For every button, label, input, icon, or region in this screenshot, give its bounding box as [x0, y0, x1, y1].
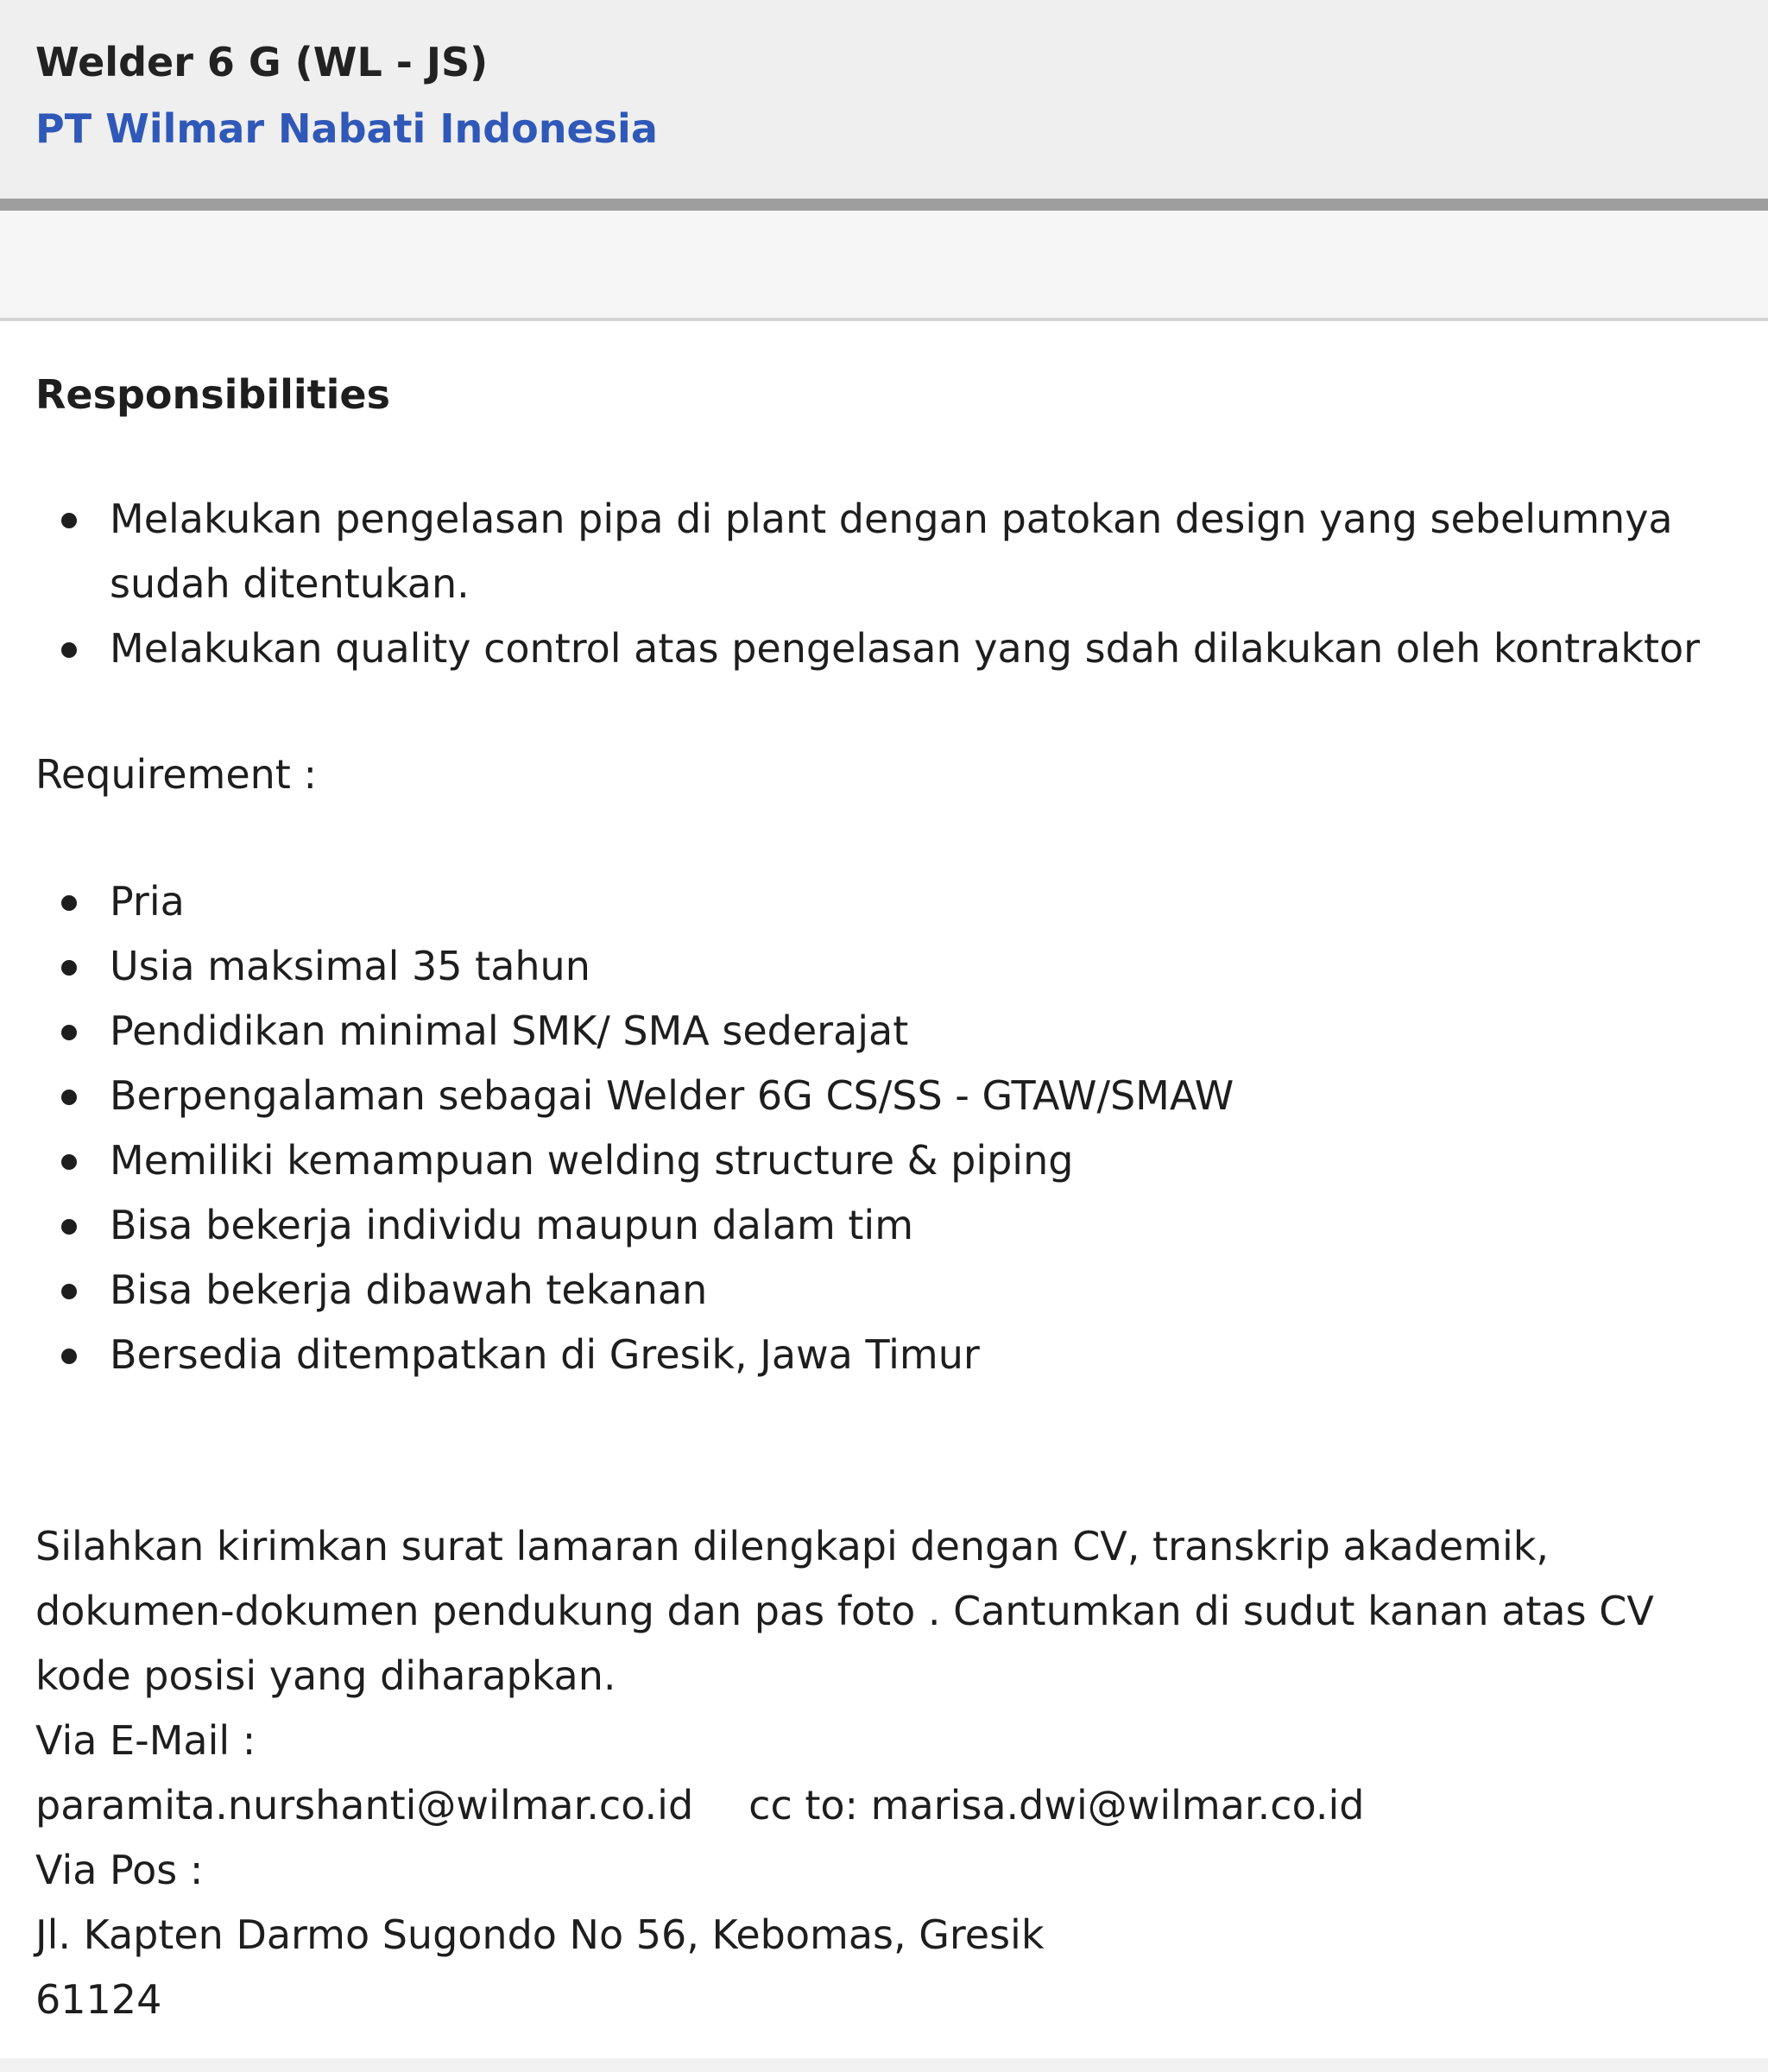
- list-item: [35, 1258, 1740, 1323]
- requirement-text: Bersedia ditempatkan di Gresik, Jawa Timur: [110, 1331, 980, 1378]
- requirement-text: Pendidikan minimal SMK/ SMA sederajat: [110, 1008, 909, 1054]
- list-item: [35, 1128, 1740, 1193]
- job-description: [35, 363, 1740, 2032]
- subheader-divider: [0, 318, 1768, 321]
- email-cc-link[interactable]: marisa.dwi@wilmar.co.id: [870, 1782, 1365, 1829]
- bullet-icon: [61, 1025, 77, 1040]
- list-item: [35, 1064, 1740, 1128]
- bullet-icon: [61, 1219, 77, 1235]
- postal-code: 61124: [35, 1976, 162, 2023]
- list-item: [35, 934, 1740, 999]
- bullet-icon: [61, 1284, 77, 1299]
- header-divider: [0, 199, 1768, 211]
- via-pos-label: Via Pos :: [35, 1847, 204, 1893]
- list-item: [35, 616, 1740, 681]
- responsibility-text: Melakukan pengelasan pipa di plant dengan patokan design yang sebelumnya sudah ditentukan.: [110, 496, 1673, 607]
- requirement-text: Memiliki kemampuan welding structure & piping: [110, 1137, 1074, 1184]
- responsibility-text: Melakukan quality control atas pengelasan yang sdah dilakukan oleh kontraktor: [110, 625, 1701, 672]
- list-item: [35, 1323, 1740, 1387]
- email-row: [35, 1773, 1740, 1838]
- list-item: [35, 487, 1740, 616]
- email-primary-link[interactable]: paramita.nurshanti@wilmar.co.id: [35, 1782, 694, 1829]
- requirement-text: Berpengalaman sebagai Welder 6G CS/SS - GTAW/SMAW: [110, 1072, 1234, 1119]
- requirement-text: Bisa bekerja individu maupun dalam tim: [110, 1202, 914, 1248]
- job-title: Welder 6 G (WL - JS): [35, 39, 489, 85]
- requirement-text: Usia maksimal 35 tahun: [110, 943, 590, 989]
- requirement-heading: Requirement :: [35, 751, 317, 798]
- bottom-divider: [0, 2058, 1768, 2072]
- company-link[interactable]: PT Wilmar Nabati Indonesia: [35, 105, 658, 152]
- job-header: [0, 0, 1768, 199]
- instruction-line: kode posisi yang diharapkan.: [35, 1652, 616, 1699]
- bullet-icon: [61, 895, 77, 911]
- requirement-text: Pria: [110, 878, 185, 925]
- list-item: [35, 999, 1740, 1064]
- bullet-icon: [61, 1349, 77, 1364]
- subheader-band: [0, 211, 1768, 318]
- bullet-icon: [61, 1090, 77, 1105]
- bullet-icon: [61, 513, 77, 528]
- via-email-label: Via E-Mail :: [35, 1717, 256, 1764]
- instruction-line: Silahkan kirimkan surat lamaran dilengkapi dengan CV, transkrip akademik,: [35, 1523, 1549, 1570]
- instruction-line: dokumen-dokumen pendukung dan pas foto . Cantumkan di sudut kanan atas CV: [35, 1588, 1654, 1634]
- requirement-text: Bisa bekerja dibawah tekanan: [110, 1267, 708, 1313]
- application-instructions: [35, 1514, 1740, 2032]
- postal-address: Jl. Kapten Darmo Sugondo No 56, Kebomas, Gresik: [35, 1911, 1045, 1958]
- responsibilities-heading: Responsibilities: [35, 371, 390, 418]
- requirement-list: [35, 869, 1740, 1387]
- list-item: [35, 869, 1740, 934]
- bullet-icon: [61, 1154, 77, 1170]
- bullet-icon: [61, 960, 77, 976]
- cc-label: cc to:: [748, 1782, 859, 1829]
- responsibilities-list: [35, 487, 1740, 681]
- bullet-icon: [61, 642, 77, 658]
- list-item: [35, 1193, 1740, 1258]
